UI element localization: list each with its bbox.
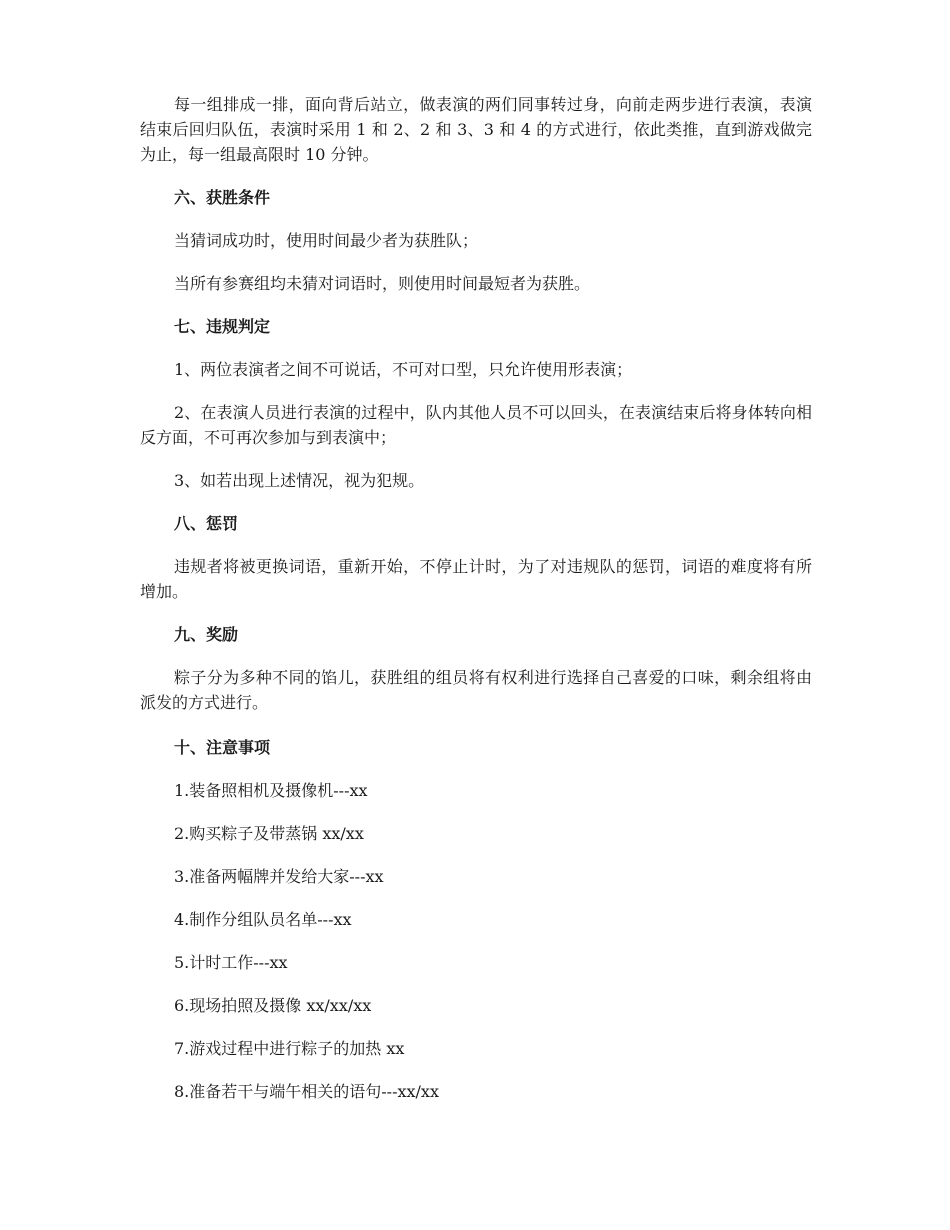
section-8-paragraph-1: 违规者将被更换词语，重新开始，不停止计时，为了对违规队的惩罚，词语的难度将有所增加。 bbox=[140, 557, 812, 601]
list-item: 6.现场拍照及摄像 xx/xx/xx bbox=[174, 996, 372, 1015]
list-item: 4.制作分组队员名单---xx bbox=[174, 910, 352, 929]
document-page bbox=[140, 92, 812, 1104]
section-9-paragraph-1: 粽子分为多种不同的馅儿，获胜组的组员将有权利进行选择自己喜爱的口味，剩余组将由派发的方式进行。 bbox=[140, 668, 812, 712]
section-7-paragraph-1: 1、两位表演者之间不可说话，不可对口型，只允许使用形表演； bbox=[174, 360, 633, 379]
section-6-paragraph-2: 当所有参赛组均未猜对词语时，则使用时间最短者为获胜。 bbox=[174, 274, 591, 293]
list-item: 8.准备若干与端午相关的语句---xx/xx bbox=[174, 1082, 439, 1101]
list-item: 7.游戏过程中进行粽子的加热 xx bbox=[174, 1039, 405, 1058]
section-6-title: 六、获胜条件 bbox=[174, 188, 271, 207]
section-10-title: 十、注意事项 bbox=[174, 738, 271, 757]
list-item: 3.准备两幅牌并发给大家---xx bbox=[174, 867, 384, 886]
section-8-title: 八、惩罚 bbox=[174, 514, 239, 533]
section-9-title: 九、奖励 bbox=[174, 625, 239, 644]
section-7-title: 七、违规判定 bbox=[174, 317, 271, 336]
section-7-paragraph-2: 2、在表演人员进行表演的过程中，队内其他人员不可以回头，在表演结束后将身体转向相反方面，不可再次参加与到表演中； bbox=[140, 403, 812, 447]
section-7-paragraph-3: 3、如若出现上述情况，视为犯规。 bbox=[174, 471, 425, 490]
list-item: 2.购买粽子及带蒸锅 xx/xx bbox=[174, 824, 364, 843]
list-item: 5.计时工作---xx bbox=[174, 953, 288, 972]
list-item: 1.装备照相机及摄像机---xx bbox=[174, 781, 368, 800]
section-6-paragraph-1: 当猜词成功时，使用时间最少者为获胜队； bbox=[174, 231, 479, 250]
intro-paragraph: 每一组排成一排，面向背后站立，做表演的两们同事转过身，向前走两步进行表演，表演结束后回归队伍，表演时采用 1 和 2、2 和 3、3 和 4 的方式进行，依此类推，直到游戏做完为止，每一组最高限时 10 分钟。 bbox=[140, 95, 812, 164]
